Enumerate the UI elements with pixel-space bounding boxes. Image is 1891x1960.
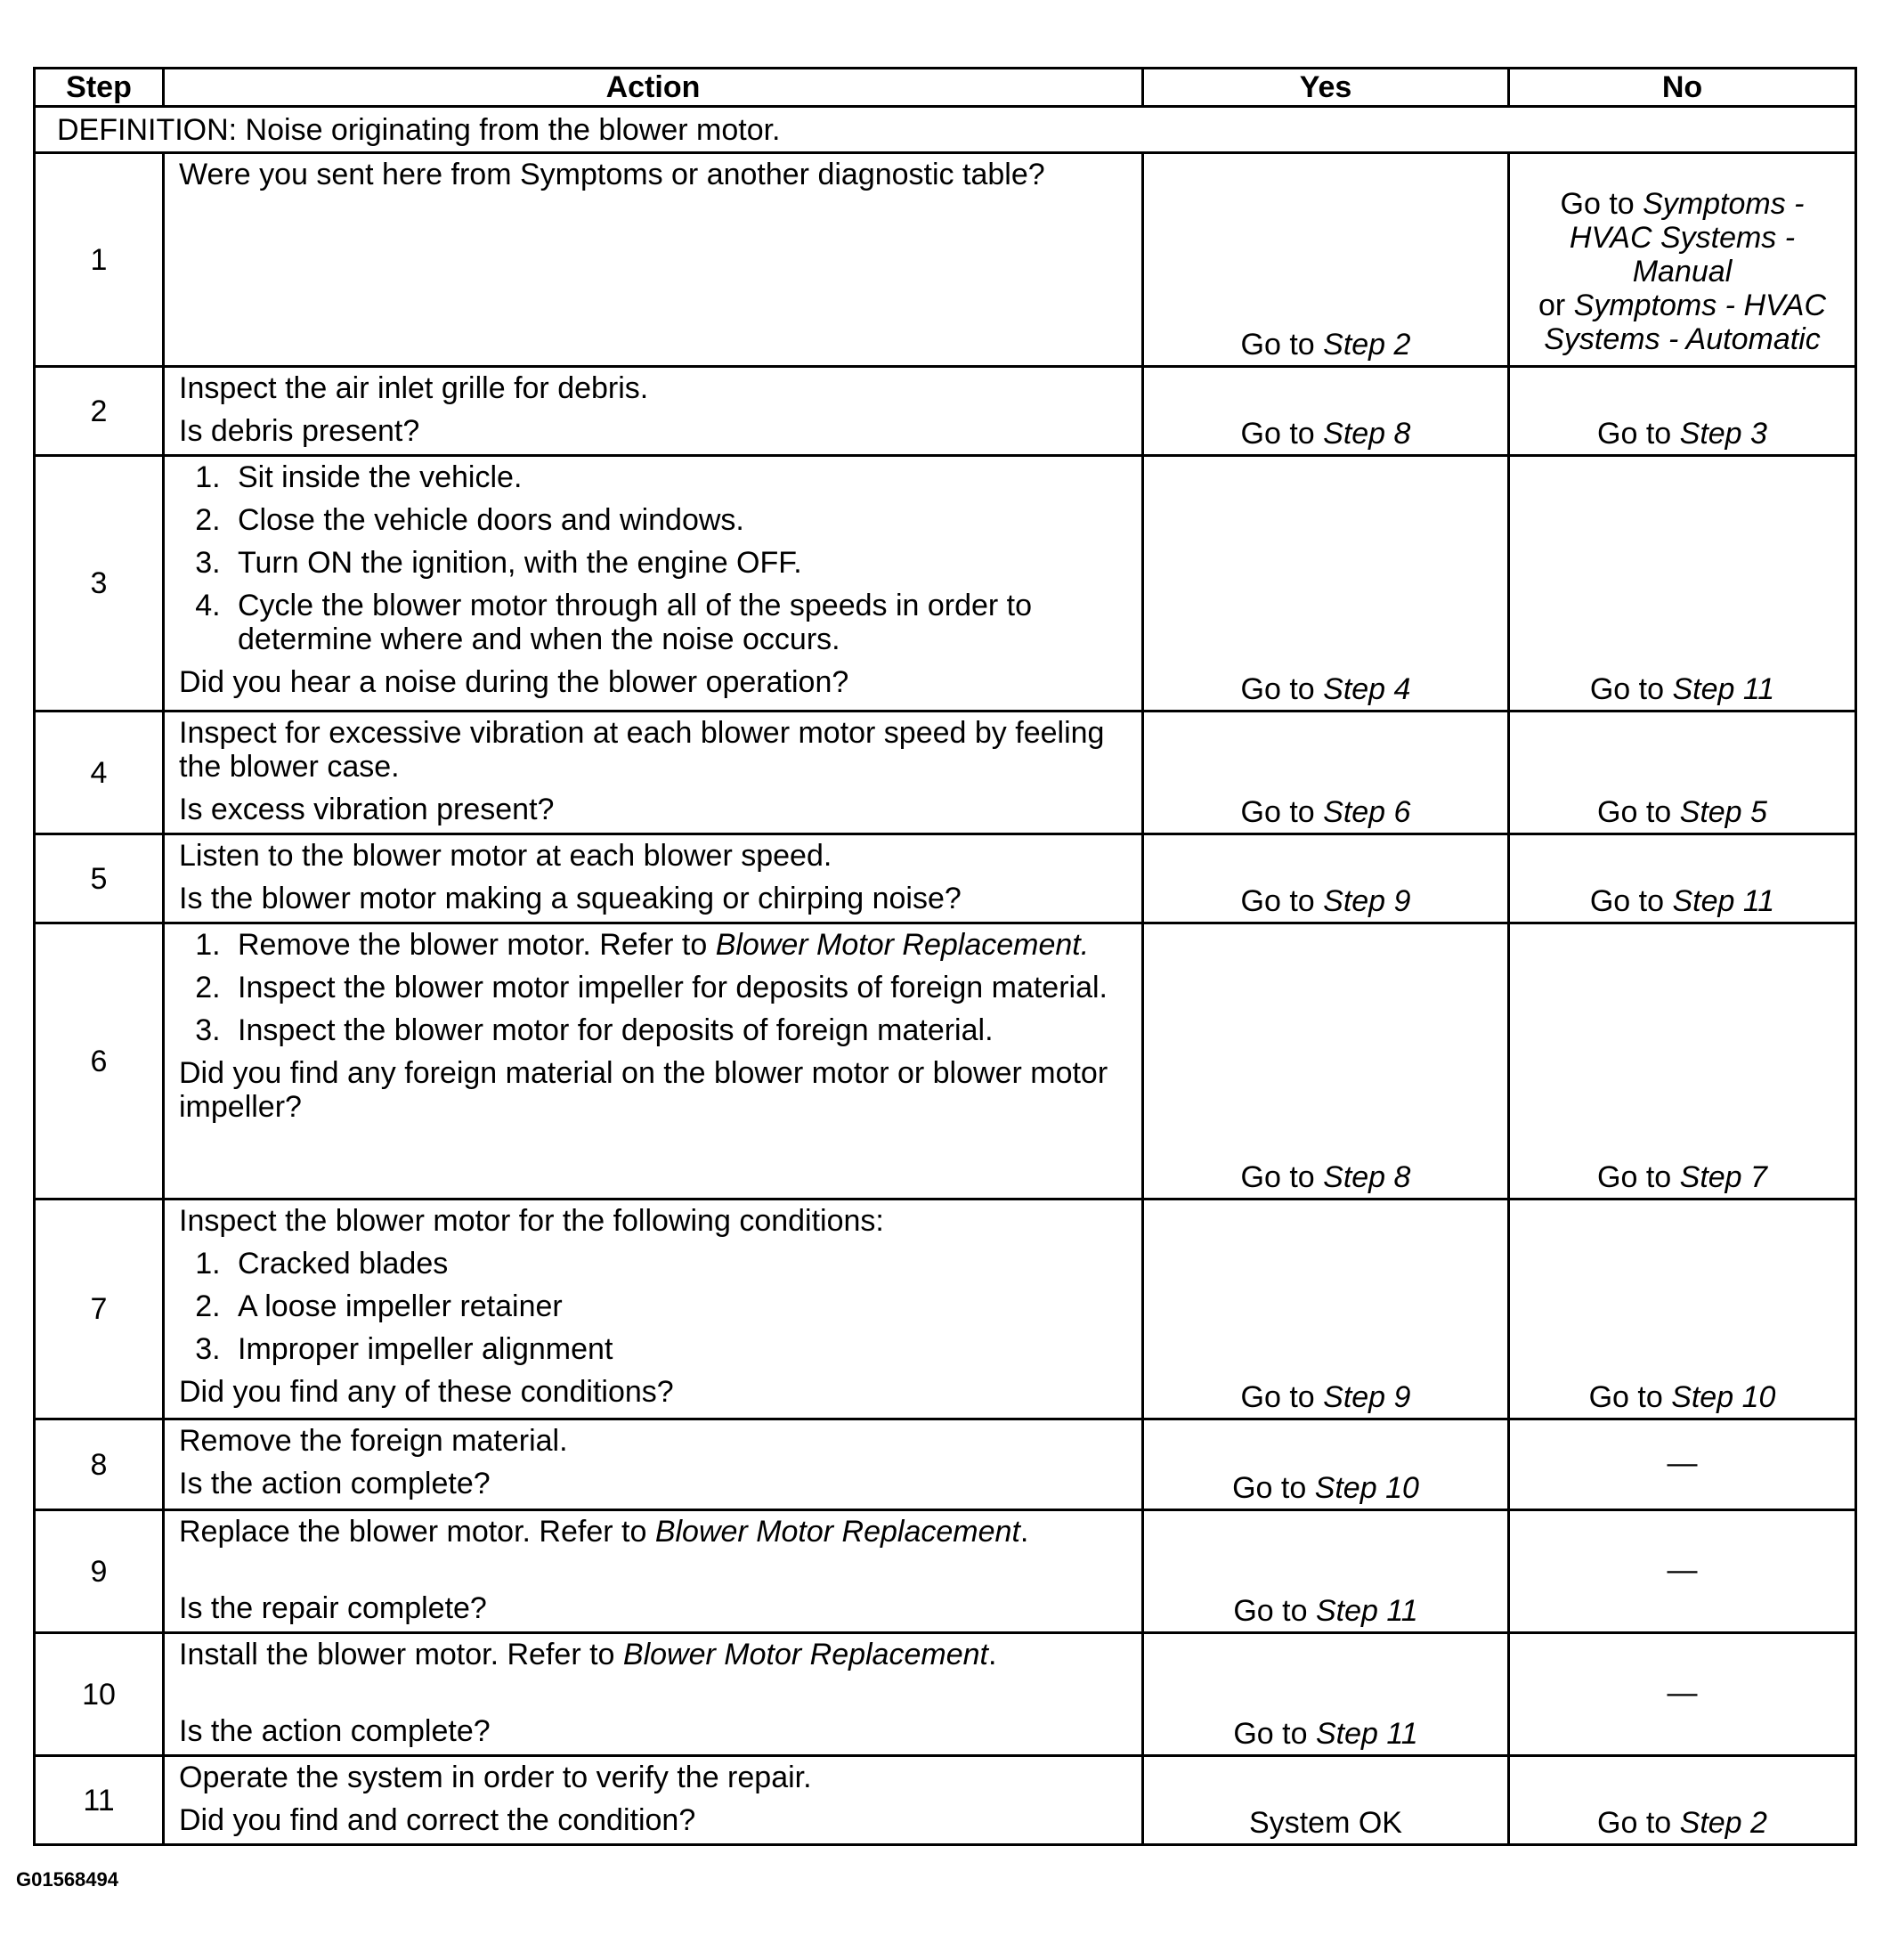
yes-cell: System OK (1143, 1756, 1509, 1845)
yes-cell: Go to Step 11 (1143, 1633, 1509, 1756)
yes-cell: Go to Step 2 (1143, 153, 1509, 367)
figure-code: G01568494 (16, 1868, 118, 1891)
action-text: Listen to the blower motor at each blower speed. (179, 839, 832, 873)
action-cell (164, 367, 1143, 456)
question-text: Is the blower motor making a squeaking or chirping noise? (179, 882, 962, 915)
header-step: Step (35, 69, 164, 107)
step-number: 10 (35, 1633, 164, 1756)
step-link[interactable]: Step 10 (1671, 1380, 1776, 1414)
action-cell (164, 1510, 1143, 1633)
list-item: 2. Inspect the blower motor impeller for deposits of foreign material. (229, 971, 1129, 1004)
header-yes: Yes (1143, 69, 1509, 107)
list-item: 3. Turn ON the ignition, with the engine OFF. (229, 546, 1129, 580)
step-number: 3 (35, 456, 164, 712)
header-no: No (1509, 69, 1856, 107)
list-item: 3. Inspect the blower motor for deposits of foreign material. (229, 1013, 1129, 1047)
action-text: Were you sent here from Symptoms or another diagnostic table? (179, 158, 1045, 191)
step-number: 1 (35, 153, 164, 367)
blower-motor-replacement-link[interactable]: Blower Motor Replacement (654, 1515, 1020, 1549)
no-cell: Go to Symptoms - HVAC Systems - Manual or Symptoms - HVAC Systems - Automatic (1509, 153, 1856, 367)
step-link[interactable]: Step 7 (1679, 1160, 1767, 1194)
yes-cell: Go to Step 9 (1143, 1200, 1509, 1419)
yes-cell: Go to Step 8 (1143, 923, 1509, 1200)
no-cell: Go to Step 2 (1509, 1756, 1856, 1845)
step-link[interactable]: Step 10 (1314, 1471, 1419, 1505)
step-link[interactable]: Step 8 (1323, 1160, 1411, 1194)
action-text: Operate the system in order to verify the repair. (179, 1761, 812, 1794)
table-row (35, 923, 1856, 1200)
action-text: Install the blower motor. Refer to Blower Motor Replacement. (179, 1638, 997, 1671)
table-row (35, 1756, 1856, 1845)
yes-cell: Go to Step 11 (1143, 1510, 1509, 1633)
step-link[interactable]: Step 8 (1323, 417, 1411, 451)
action-text: Replace the blower motor. Refer to Blower Motor Replacement. (179, 1515, 1029, 1549)
table-row (35, 712, 1856, 834)
table-row (35, 153, 1856, 367)
table-row (35, 367, 1856, 456)
no-cell: Go to Step 11 (1509, 834, 1856, 923)
step-number: 7 (35, 1200, 164, 1419)
blower-motor-replacement-link[interactable]: Blower Motor Replacement (715, 928, 1081, 962)
blower-motor-replacement-link[interactable]: Blower Motor Replacement (622, 1638, 988, 1671)
action-cell (164, 456, 1143, 712)
diagnostic-table (33, 67, 1857, 1846)
step-link[interactable]: Step 6 (1323, 795, 1411, 829)
list-item: 2. A loose impeller retainer (229, 1289, 1129, 1323)
header-row (35, 69, 1856, 107)
symptoms-link[interactable]: Symptoms - HVAC (1573, 288, 1827, 322)
question-text: Is the repair complete? (179, 1591, 487, 1625)
question-text: Is the action complete? (179, 1714, 491, 1748)
step-link[interactable]: Step 9 (1323, 1380, 1411, 1414)
action-text: Inspect for excessive vibration at each blower motor speed by feeling the blower case. (179, 716, 1105, 784)
no-cell: Go to Step 10 (1509, 1200, 1856, 1419)
action-cell (164, 834, 1143, 923)
table-row (35, 1419, 1856, 1510)
list-item: 4. Cycle the blower motor through all of the speeds in order to determine where and when the noise occurs. (229, 589, 1129, 656)
table-row (35, 834, 1856, 923)
definition-row (35, 107, 1856, 153)
action-text: Inspect the air inlet grille for debris. (179, 371, 649, 405)
list-item: 3. Improper impeller alignment (229, 1332, 1129, 1366)
yes-cell: Go to Step 4 (1143, 456, 1509, 712)
procedure-list (179, 460, 1129, 656)
action-cell (164, 923, 1143, 1200)
step-link[interactable]: Step 11 (1315, 1717, 1418, 1751)
procedure-list (179, 928, 1129, 1047)
question-text: Did you find any of these conditions? (179, 1375, 674, 1409)
definition-text: DEFINITION: Noise originating from the blower motor. (35, 107, 1856, 153)
action-text: Remove the foreign material. (179, 1424, 568, 1458)
action-cell (164, 1633, 1143, 1756)
list-item: 1. Sit inside the vehicle. (229, 460, 1129, 494)
yes-cell: Go to Step 6 (1143, 712, 1509, 834)
step-link[interactable]: Step 9 (1323, 884, 1411, 918)
yes-cell: Go to Step 8 (1143, 367, 1509, 456)
no-cell: — (1509, 1510, 1856, 1633)
list-item: 1. Remove the blower motor. Refer to Blower Motor Replacement. (229, 928, 1129, 962)
no-cell: Go to Step 7 (1509, 923, 1856, 1200)
table-row (35, 1510, 1856, 1633)
question-text: Is the action complete? (179, 1467, 491, 1500)
step-link[interactable]: Step 4 (1323, 672, 1411, 706)
question-text: Did you hear a noise during the blower operation? (179, 665, 849, 699)
no-cell: — (1509, 1633, 1856, 1756)
step-number: 8 (35, 1419, 164, 1510)
no-cell: Go to Step 5 (1509, 712, 1856, 834)
header-action: Action (164, 69, 1143, 107)
condition-list (179, 1247, 1129, 1366)
step-link[interactable]: Step 5 (1679, 795, 1767, 829)
step-link[interactable]: Step 11 (1672, 884, 1775, 918)
step-number: 6 (35, 923, 164, 1200)
action-cell (164, 1200, 1143, 1419)
symptoms-link[interactable]: Symptoms - (1643, 186, 1805, 221)
question-text: Did you find and correct the condition? (179, 1803, 696, 1837)
question-text: Is excess vibration present? (179, 793, 555, 826)
yes-cell: Go to Step 9 (1143, 834, 1509, 923)
list-item: 2. Close the vehicle doors and windows. (229, 503, 1129, 537)
action-cell (164, 1756, 1143, 1845)
action-cell (164, 712, 1143, 834)
step-link[interactable]: Step 11 (1672, 672, 1775, 706)
no-cell: Go to Step 3 (1509, 367, 1856, 456)
yes-cell: Go to Step 10 (1143, 1419, 1509, 1510)
table-row (35, 1633, 1856, 1756)
question-text: Is debris present? (179, 414, 420, 448)
action-cell (164, 153, 1143, 367)
table-row (35, 456, 1856, 712)
no-cell: Go to Step 11 (1509, 456, 1856, 712)
step-link[interactable]: Step 3 (1679, 417, 1767, 451)
step-number: 9 (35, 1510, 164, 1633)
step-number: 5 (35, 834, 164, 923)
step-link[interactable]: Step 2 (1323, 328, 1411, 362)
no-cell: — (1509, 1419, 1856, 1510)
table-row (35, 1200, 1856, 1419)
step-number: 4 (35, 712, 164, 834)
action-text: Inspect the blower motor for the following conditions: (179, 1204, 884, 1238)
step-link[interactable]: Step 11 (1315, 1594, 1418, 1628)
list-item: 1. Cracked blades (229, 1247, 1129, 1281)
action-cell (164, 1419, 1143, 1510)
step-link[interactable]: Step 2 (1679, 1806, 1767, 1840)
step-number: 2 (35, 367, 164, 456)
step-number: 11 (35, 1756, 164, 1845)
question-text: Did you find any foreign material on the blower motor or blower motor impeller? (179, 1056, 1108, 1124)
